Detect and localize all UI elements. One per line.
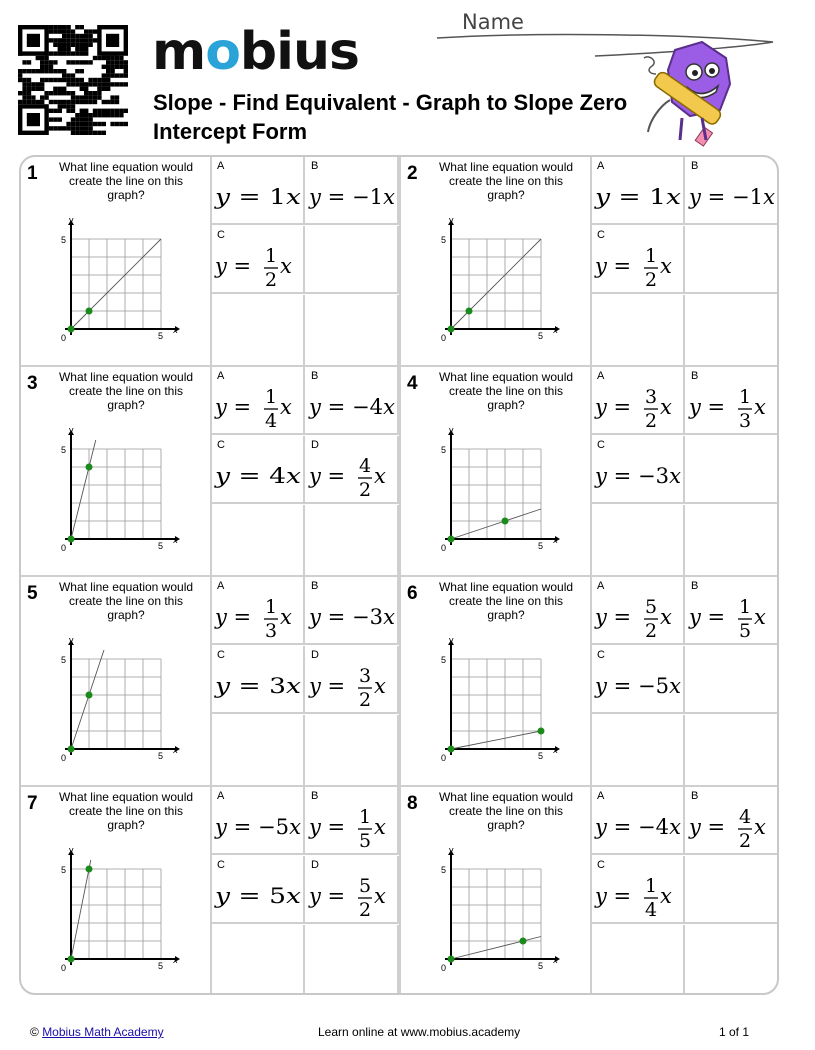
problem-4 <box>401 367 779 577</box>
option-label: B <box>691 160 699 172</box>
equation-variable: x <box>660 884 672 908</box>
origin-point <box>68 536 75 543</box>
option-label: C <box>597 439 605 451</box>
footer-website: Learn online at www.mobius.academy <box>318 1025 521 1039</box>
equation-lhs: y = <box>309 884 346 908</box>
empty-cell <box>305 226 399 294</box>
name-label: Name <box>462 10 524 34</box>
problem-number: 1 <box>27 163 38 184</box>
data-point <box>86 308 93 315</box>
coordinate-graph <box>53 215 183 345</box>
y-axis-label: y <box>449 425 454 435</box>
x-axis-label: x <box>553 955 558 965</box>
coordinate-graph <box>433 425 563 555</box>
equation <box>687 171 777 223</box>
fraction-numerator: 1 <box>738 386 752 408</box>
question-cell <box>21 787 212 995</box>
equation-text: y = 4 x <box>215 464 298 488</box>
origin-point <box>68 326 75 333</box>
origin-label: 0 <box>61 333 67 343</box>
equation <box>213 591 303 643</box>
option-d[interactable] <box>305 436 399 504</box>
question-text: What line equation would create the line on this graph? <box>58 580 194 622</box>
option-label: A <box>217 370 225 382</box>
origin-point <box>448 326 455 333</box>
problem-2 <box>401 157 779 367</box>
fraction-denominator: 2 <box>644 620 658 642</box>
option-a[interactable] <box>591 577 685 645</box>
problem-grid <box>19 155 779 995</box>
option-b[interactable] <box>305 157 399 225</box>
fraction-denominator: 5 <box>358 830 372 852</box>
equation <box>593 801 683 853</box>
empty-cell <box>591 505 685 577</box>
fraction-numerator: 1 <box>264 245 278 267</box>
equation <box>213 450 303 502</box>
graph-line <box>451 937 541 960</box>
option-label: D <box>311 859 319 871</box>
question-text: What line equation would create the line on this graph? <box>438 160 574 202</box>
option-label: D <box>311 439 319 451</box>
x-axis-label: x <box>173 955 178 965</box>
column-divider <box>399 157 401 995</box>
question-cell <box>21 577 212 786</box>
data-point <box>86 866 93 873</box>
question-text: What line equation would create the line on this graph? <box>438 580 574 622</box>
data-point <box>538 728 545 735</box>
option-b[interactable] <box>305 787 399 855</box>
empty-cell <box>305 925 399 995</box>
option-label: C <box>217 439 225 451</box>
fraction-numerator: 4 <box>358 455 372 477</box>
fraction-numerator: 4 <box>738 806 752 828</box>
equation <box>213 870 303 922</box>
option-label: A <box>597 790 605 802</box>
equation <box>593 171 683 223</box>
equation <box>307 801 397 853</box>
x-tick-label: 5 <box>538 751 544 761</box>
option-label: C <box>597 859 605 871</box>
question-text: What line equation would create the line on this graph? <box>438 790 574 832</box>
equation-text: y = 5 x <box>215 884 298 908</box>
y-tick-label: 5 <box>441 235 447 245</box>
empty-cell <box>685 715 779 787</box>
empty-cell <box>305 505 399 577</box>
option-c[interactable] <box>591 436 685 504</box>
data-point <box>86 464 93 471</box>
fraction-denominator: 2 <box>644 269 658 291</box>
option-a[interactable] <box>211 367 305 435</box>
mascot-illustration <box>640 40 750 152</box>
y-axis-label: y <box>69 425 74 435</box>
question-cell <box>21 157 212 366</box>
empty-cell <box>211 505 305 577</box>
option-c[interactable] <box>211 646 305 714</box>
equation-variable: x <box>280 395 292 419</box>
option-a[interactable] <box>211 157 305 225</box>
y-axis-label: y <box>69 635 74 645</box>
option-label: C <box>597 649 605 661</box>
empty-cell <box>591 295 685 367</box>
problem-8 <box>401 787 779 995</box>
y-axis-label: y <box>449 215 454 225</box>
x-axis-label: x <box>553 325 558 335</box>
option-c[interactable] <box>591 646 685 714</box>
equation-variable: x <box>374 815 386 839</box>
question-text: What line equation would create the line on this graph? <box>438 370 574 412</box>
equation <box>213 240 303 292</box>
fraction-numerator: 1 <box>644 245 658 267</box>
y-tick-label: 5 <box>441 865 447 875</box>
origin-point <box>68 956 75 963</box>
graph-line <box>451 509 541 539</box>
fraction-denominator: 2 <box>644 410 658 432</box>
empty-cell <box>685 226 779 294</box>
footer-copyright: © Mobius Math Academy <box>30 1025 164 1039</box>
mobius-link[interactable]: Mobius Math Academy <box>42 1025 164 1039</box>
option-label: C <box>597 229 605 241</box>
option-c[interactable] <box>591 226 685 294</box>
question-text: What line equation would create the line on this graph? <box>58 370 194 412</box>
problem-number: 4 <box>407 373 418 394</box>
origin-label: 0 <box>441 753 447 763</box>
equation <box>593 450 683 502</box>
equation-lhs: y = <box>215 395 252 419</box>
question-cell <box>401 787 592 995</box>
option-label: A <box>217 790 225 802</box>
x-tick-label: 5 <box>158 331 164 341</box>
equation-text: y = −3x <box>595 464 681 488</box>
equation <box>687 381 777 433</box>
equation <box>213 171 303 223</box>
empty-cell <box>211 715 305 787</box>
fraction-denominator: 2 <box>738 830 752 852</box>
equation-lhs: y = <box>309 674 346 698</box>
problem-number: 7 <box>27 793 38 814</box>
option-label: A <box>597 580 605 592</box>
equation-variable: x <box>660 605 672 629</box>
option-label: C <box>217 859 225 871</box>
equation-lhs: y = <box>689 605 726 629</box>
x-axis-label: x <box>553 745 558 755</box>
empty-cell <box>305 295 399 367</box>
x-axis-label: x <box>173 535 178 545</box>
question-cell <box>401 577 592 786</box>
y-axis-label: y <box>69 845 74 855</box>
equation <box>213 381 303 433</box>
fraction-denominator: 4 <box>264 410 278 432</box>
question-cell <box>401 367 592 576</box>
option-label: C <box>217 229 225 241</box>
fraction-numerator: 1 <box>644 875 658 897</box>
option-label: B <box>691 370 699 382</box>
fraction-numerator: 1 <box>738 596 752 618</box>
coordinate-graph <box>53 635 183 765</box>
equation <box>307 591 397 643</box>
equation <box>307 660 397 712</box>
problem-1 <box>21 157 401 367</box>
fraction-numerator: 3 <box>358 665 372 687</box>
x-tick-label: 5 <box>538 331 544 341</box>
fraction-denominator: 2 <box>264 269 278 291</box>
mobius-logo: mobius <box>152 22 359 82</box>
equation-text: y = 1 x <box>215 185 298 209</box>
empty-cell <box>591 715 685 787</box>
empty-cell <box>685 505 779 577</box>
option-label: A <box>597 370 605 382</box>
problem-number: 2 <box>407 163 418 184</box>
x-axis-label: x <box>173 745 178 755</box>
equation <box>593 381 683 433</box>
fraction-denominator: 2 <box>358 689 372 711</box>
equation <box>307 381 397 433</box>
equation-lhs: y = <box>215 254 252 278</box>
equation-variable: x <box>754 395 766 419</box>
option-label: A <box>217 580 225 592</box>
fraction-denominator: 3 <box>738 410 752 432</box>
option-label: D <box>311 649 319 661</box>
graph-line <box>71 860 91 959</box>
option-b[interactable] <box>685 157 779 225</box>
footer-page-number: 1 of 1 <box>719 1025 750 1039</box>
empty-cell <box>685 295 779 367</box>
fraction-numerator: 1 <box>264 596 278 618</box>
option-c[interactable] <box>591 856 685 924</box>
problem-5 <box>21 577 401 787</box>
graph-line <box>451 239 541 329</box>
equation <box>687 591 777 643</box>
x-tick-label: 5 <box>538 961 544 971</box>
equation <box>213 660 303 712</box>
fraction-denominator: 2 <box>358 899 372 921</box>
equation-text: y = 1 x <box>595 185 678 209</box>
option-b[interactable] <box>685 367 779 435</box>
data-point <box>502 518 509 525</box>
equation-text: y = −4x <box>595 815 681 839</box>
empty-cell <box>305 715 399 787</box>
equation-variable: x <box>660 254 672 278</box>
equation-text: y = 3 x <box>215 674 298 698</box>
equation-text: y = −1x <box>309 185 395 209</box>
option-c[interactable] <box>211 436 305 504</box>
coordinate-graph <box>433 635 563 765</box>
equation <box>687 801 777 853</box>
origin-point <box>68 746 75 753</box>
origin-point <box>448 746 455 753</box>
option-d[interactable] <box>305 856 399 924</box>
option-label: B <box>691 580 699 592</box>
option-c[interactable] <box>211 856 305 924</box>
equation-lhs: y = <box>595 395 632 419</box>
x-tick-label: 5 <box>538 541 544 551</box>
equation-lhs: y = <box>595 884 632 908</box>
graph-line <box>71 650 104 749</box>
empty-cell <box>685 856 779 924</box>
equation-variable: x <box>280 254 292 278</box>
data-point <box>466 308 473 315</box>
empty-cell <box>211 295 305 367</box>
y-tick-label: 5 <box>61 865 67 875</box>
problem-number: 5 <box>27 583 38 604</box>
equation-lhs: y = <box>689 815 726 839</box>
equation <box>307 450 397 502</box>
option-a[interactable] <box>591 787 685 855</box>
empty-cell <box>685 925 779 995</box>
x-tick-label: 5 <box>158 541 164 551</box>
option-d[interactable] <box>305 646 399 714</box>
equation-variable: x <box>754 605 766 629</box>
y-tick-label: 5 <box>61 235 67 245</box>
fraction-numerator: 5 <box>358 875 372 897</box>
coordinate-graph <box>433 215 563 345</box>
fraction-denominator: 2 <box>358 479 372 501</box>
origin-label: 0 <box>61 543 67 553</box>
empty-cell <box>685 436 779 504</box>
option-label: B <box>691 790 699 802</box>
equation-lhs: y = <box>215 605 252 629</box>
option-b[interactable] <box>685 787 779 855</box>
equation-lhs: y = <box>689 395 726 419</box>
equation-variable: x <box>754 815 766 839</box>
equation-lhs: y = <box>309 464 346 488</box>
equation-variable: x <box>280 605 292 629</box>
equation <box>593 660 683 712</box>
x-tick-label: 5 <box>158 961 164 971</box>
origin-label: 0 <box>441 963 447 973</box>
option-a[interactable] <box>211 577 305 645</box>
option-label: A <box>217 160 225 172</box>
equation-text: y = −4x <box>309 395 395 419</box>
fraction-denominator: 4 <box>644 899 658 921</box>
y-axis-label: y <box>449 845 454 855</box>
coordinate-graph <box>433 845 563 975</box>
x-axis-label: x <box>173 325 178 335</box>
origin-point <box>448 536 455 543</box>
option-label: B <box>311 790 319 802</box>
equation-variable: x <box>374 464 386 488</box>
x-tick-label: 5 <box>158 751 164 761</box>
option-b[interactable] <box>305 367 399 435</box>
coordinate-graph <box>53 845 183 975</box>
option-label: A <box>597 160 605 172</box>
coordinate-graph <box>53 425 183 555</box>
equation-lhs: y = <box>309 815 346 839</box>
equation-lhs: y = <box>595 254 632 278</box>
origin-label: 0 <box>441 543 447 553</box>
equation-variable: x <box>374 674 386 698</box>
option-b[interactable] <box>305 577 399 645</box>
equation <box>213 801 303 853</box>
equation-variable: x <box>374 884 386 908</box>
fraction-numerator: 5 <box>644 596 658 618</box>
equation <box>593 870 683 922</box>
option-label: B <box>311 580 319 592</box>
y-tick-label: 5 <box>61 445 67 455</box>
data-point <box>520 938 527 945</box>
option-label: C <box>217 649 225 661</box>
worksheet-title: Slope - Find Equivalent - Graph to Slope Zero Intercept Form <box>153 90 628 144</box>
option-label: B <box>311 160 319 172</box>
equation-text: y = −3x <box>309 605 395 629</box>
option-c[interactable] <box>211 226 305 294</box>
origin-label: 0 <box>441 333 447 343</box>
origin-label: 0 <box>61 963 67 973</box>
problem-6 <box>401 577 779 787</box>
fraction-numerator: 1 <box>358 806 372 828</box>
equation-variable: x <box>660 395 672 419</box>
question-cell <box>401 157 592 366</box>
equation-text: y = −1x <box>689 185 775 209</box>
equation <box>593 240 683 292</box>
fraction-numerator: 1 <box>264 386 278 408</box>
fraction-denominator: 3 <box>264 620 278 642</box>
graph-line <box>71 239 161 329</box>
empty-cell <box>591 925 685 995</box>
origin-label: 0 <box>61 753 67 763</box>
y-axis-label: y <box>449 635 454 645</box>
option-a[interactable] <box>591 157 685 225</box>
option-a[interactable] <box>211 787 305 855</box>
equation <box>307 171 397 223</box>
graph-line <box>71 440 96 539</box>
option-b[interactable] <box>685 577 779 645</box>
y-axis-label: y <box>69 215 74 225</box>
equation <box>307 870 397 922</box>
problem-3 <box>21 367 401 577</box>
option-label: B <box>311 370 319 382</box>
problem-number: 8 <box>407 793 418 814</box>
equation-lhs: y = <box>595 605 632 629</box>
equation-text: y = −5x <box>215 815 301 839</box>
question-cell <box>21 367 212 576</box>
problem-7 <box>21 787 401 995</box>
option-a[interactable] <box>591 367 685 435</box>
equation <box>593 591 683 643</box>
problem-number: 3 <box>27 373 38 394</box>
empty-cell <box>685 646 779 714</box>
fraction-numerator: 3 <box>644 386 658 408</box>
y-tick-label: 5 <box>441 655 447 665</box>
origin-point <box>448 956 455 963</box>
y-tick-label: 5 <box>61 655 67 665</box>
problem-number: 6 <box>407 583 418 604</box>
x-axis-label: x <box>553 535 558 545</box>
question-text: What line equation would create the line on this graph? <box>58 160 194 202</box>
equation-text: y = −5x <box>595 674 681 698</box>
fraction-denominator: 5 <box>738 620 752 642</box>
qr-code <box>18 25 128 135</box>
empty-cell <box>211 925 305 995</box>
y-tick-label: 5 <box>441 445 447 455</box>
graph-line <box>451 731 541 749</box>
question-text: What line equation would create the line on this graph? <box>58 790 194 832</box>
data-point <box>86 692 93 699</box>
